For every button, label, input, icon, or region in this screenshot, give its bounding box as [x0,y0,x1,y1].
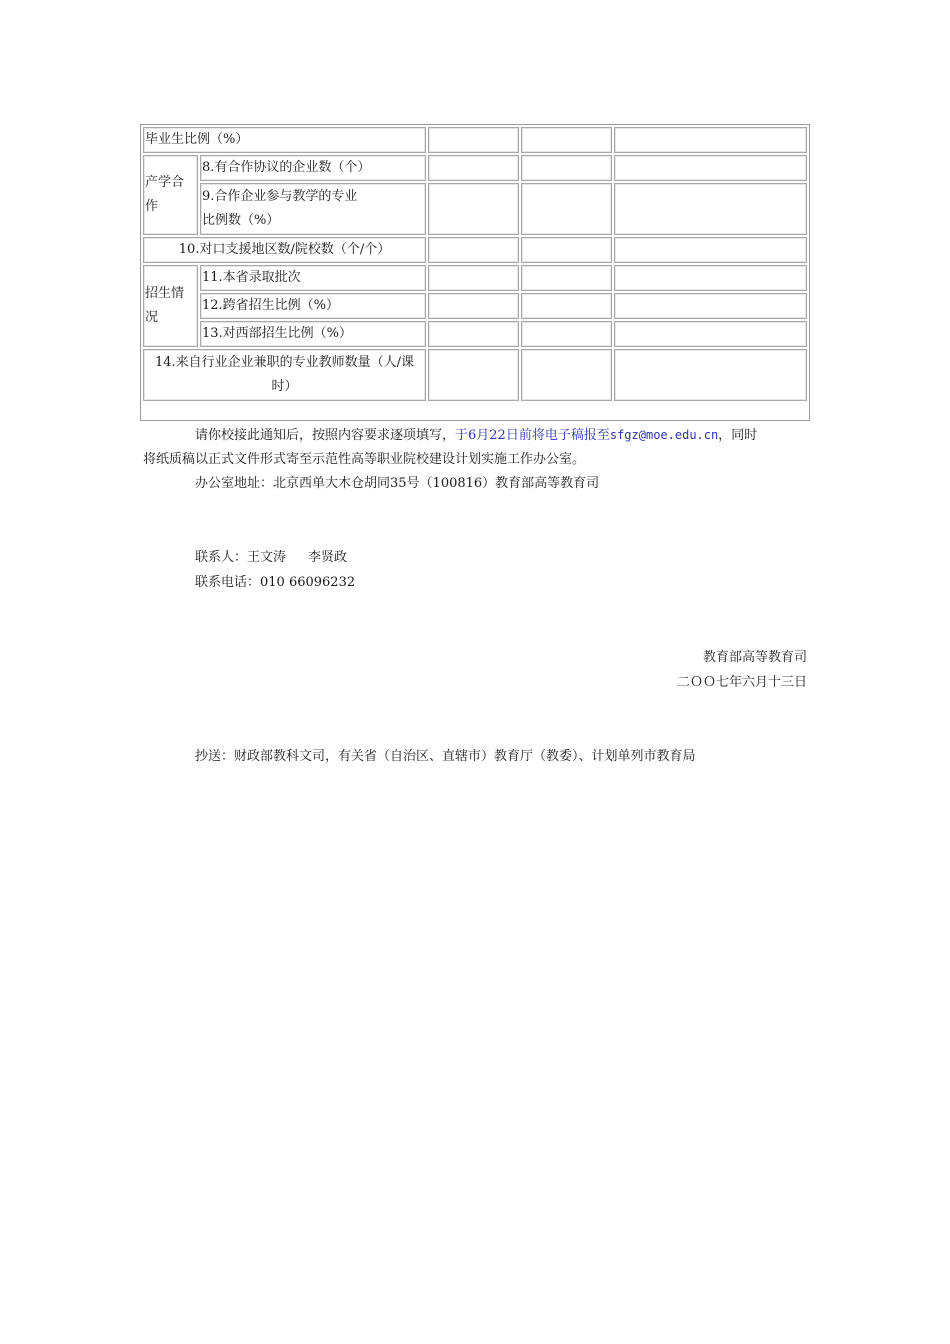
office-address: 办公室地址：北京西单大木仓胡同35号（100816）教育部高等教育司 [195,476,600,491]
value-cell [614,155,807,181]
indicator-table [140,124,810,421]
item14-line1: 14.来自行业企业兼职的专业教师数量（人/课 [154,355,415,370]
table-row [143,321,807,347]
contact-person-1: 联系人：王文涛 [195,550,287,565]
value-cell [521,349,612,401]
table-row [143,237,807,263]
value-cell [521,237,612,263]
table-row [143,293,807,319]
row-label-graduate-ratio: 毕业生比例（%） [143,127,426,153]
value-cell [428,293,519,319]
value-cell [428,321,519,347]
item9-line1: 9.合作企业参与教学的专业 [202,189,358,204]
value-cell [428,183,519,235]
instruction-text: 请你校接此通知后，按照内容要求逐项填写， [195,428,456,443]
table-row [143,127,807,153]
value-cell [521,321,612,347]
value-cell [428,349,519,401]
item14-line2: 时） [271,379,298,394]
cc-list: 抄送：财政部教科文司，有关省（自治区、直辖市）教育厅（教委）、计划单列市教育局 [195,749,696,764]
issuer-signature: 教育部高等教育司 [702,650,807,665]
value-cell [614,183,807,235]
value-cell [428,127,519,153]
row-label-item9 [200,183,426,235]
row-label-item14 [143,349,426,401]
value-cell [521,183,612,235]
contact-persons [195,548,347,568]
notice-paragraph-2: 将纸质稿以正式文件形式寄至示范性高等职业院校建设计划实施工作办公室。 [143,452,586,467]
instruction-text-tail: ，同时 [718,428,758,443]
table-row [143,349,807,401]
value-cell [614,349,807,401]
table-row [143,183,807,235]
notice-paragraph-1 [195,425,757,446]
group-label-cooperation: 产学合作 [143,155,198,235]
row-label-item13: 13.对西部招生比例（%） [200,321,426,347]
row-label-item8: 8.有合作协议的企业数（个） [200,155,426,181]
group-label-enrollment: 招生情况 [143,265,198,347]
value-cell [614,265,807,291]
value-cell [521,127,612,153]
item9-line2: 比例数（%） [202,213,280,228]
table-row [143,155,807,181]
issue-date: 二ＯＯ七年六月十三日 [676,675,807,690]
table-row [143,265,807,291]
value-cell [521,293,612,319]
value-cell [614,127,807,153]
value-cell [428,155,519,181]
value-cell [614,321,807,347]
value-cell [428,265,519,291]
contact-phone: 联系电话：010 66096232 [195,575,356,590]
value-cell [428,237,519,263]
value-cell [521,265,612,291]
value-cell [614,237,807,263]
contact-person-2: 李贤政 [308,550,348,565]
value-cell [521,155,612,181]
row-label-item12: 12.跨省招生比例（%） [200,293,426,319]
row-label-item11: 11.本省录取批次 [200,265,426,291]
deadline-link-text: 于6月22日前将电子稿报至 [455,428,610,443]
row-label-item10: 10.对口支援地区数/院校数（个/个） [143,237,426,263]
email-link[interactable]: sfgz@moe.edu.cn [609,428,719,442]
value-cell [614,293,807,319]
